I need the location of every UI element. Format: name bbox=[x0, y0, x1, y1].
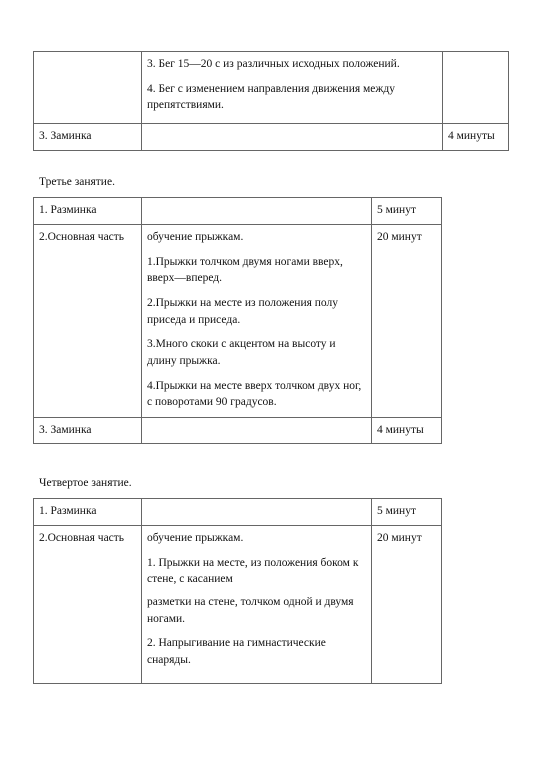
time-cell: 5 минут bbox=[372, 499, 442, 526]
content-cell bbox=[142, 198, 372, 225]
time-cell: 4 минуты bbox=[372, 418, 442, 444]
lesson3-table bbox=[33, 197, 442, 444]
content-cell bbox=[142, 225, 372, 418]
stage-cell bbox=[34, 52, 142, 124]
time-cell: 4 минуты bbox=[443, 124, 509, 151]
time-cell bbox=[443, 52, 509, 124]
content-cell bbox=[142, 418, 372, 444]
stage-cell: 3. Заминка bbox=[34, 124, 142, 151]
lesson4-title: Четвертое занятие. bbox=[39, 477, 132, 489]
table-row bbox=[34, 225, 442, 418]
table-row bbox=[34, 418, 442, 444]
list-item: 2. Напрыгивание на гимнастические снаряды. bbox=[147, 637, 326, 667]
content-cell bbox=[142, 499, 372, 526]
table-row bbox=[34, 499, 442, 526]
lesson3-title: Третье занятие. bbox=[39, 176, 115, 188]
list-item: обучение прыжкам. bbox=[147, 532, 244, 544]
list-item: 2.Прыжки на месте из положения полу приседа и приседа. bbox=[147, 297, 339, 326]
list-item: 1. Прыжки на месте, из положения боком к стене, с касанием bbox=[147, 556, 359, 586]
table-row bbox=[34, 526, 442, 684]
list-item: 3.Много скоки с акцентом на высоту и длину прыжка. bbox=[147, 338, 336, 368]
time-cell: 5 минут bbox=[372, 198, 442, 225]
content-cell bbox=[142, 526, 372, 684]
stage-cell: 2.Основная часть bbox=[34, 526, 142, 684]
time-cell: 20 минут bbox=[372, 225, 442, 418]
list-item: обучение прыжкам. bbox=[147, 231, 244, 243]
list-item: 1.Прыжки толчком двумя ногами вверх, вверх—вперед. bbox=[147, 255, 343, 285]
list-item: разметки на стене, толчком одной и двумя ногами. bbox=[147, 596, 354, 625]
content-cell bbox=[142, 52, 443, 124]
stage-cell: 2.Основная часть bbox=[34, 225, 142, 418]
table-row bbox=[34, 198, 442, 225]
table-row bbox=[34, 52, 509, 124]
list-item: 4. Бег с изменением направления движения между препятствиями. bbox=[147, 82, 395, 112]
table-row bbox=[34, 124, 509, 151]
stage-cell: 1. Разминка bbox=[34, 499, 142, 526]
list-item: 4.Прыжки на месте вверх толчком двух ног, с поворотами 90 градусов. bbox=[147, 379, 362, 409]
stage-cell: 3. Заминка bbox=[34, 418, 142, 444]
content-cell bbox=[142, 124, 443, 151]
list-item: 3. Бег 15—20 с из различных исходных положений. bbox=[147, 58, 400, 70]
stage-cell: 1. Разминка bbox=[34, 198, 142, 225]
lesson2-table bbox=[33, 51, 509, 151]
lesson4-table bbox=[33, 498, 442, 684]
time-cell: 20 минут bbox=[372, 526, 442, 684]
